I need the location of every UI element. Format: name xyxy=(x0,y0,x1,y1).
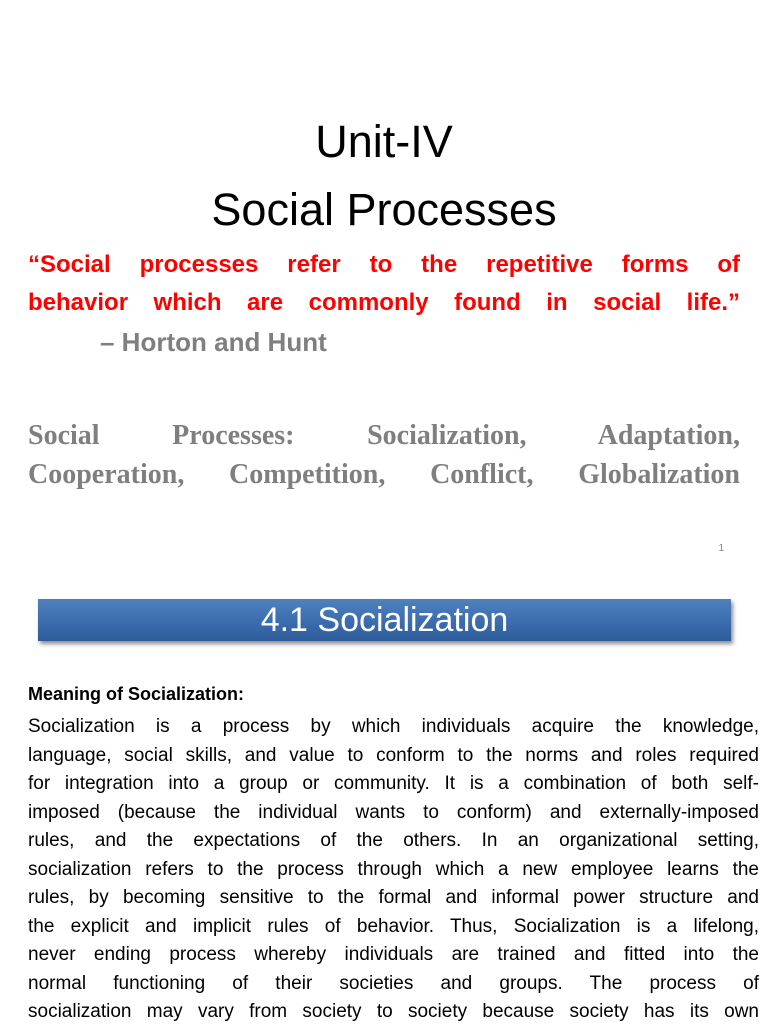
paragraph-line: language, social skills, and value to conform to the norms and roles required xyxy=(28,744,759,766)
paragraph-line: normal functioning of their societies and groups. The process of xyxy=(28,972,759,994)
slide-number: 1 xyxy=(718,543,724,554)
meaning-heading: Meaning of Socialization: xyxy=(28,684,245,704)
quote-attribution: – Horton and Hunt xyxy=(100,327,327,357)
processes-line: Social Processes: Socialization, Adaptation, xyxy=(28,420,740,451)
meaning-paragraph xyxy=(28,713,759,1027)
quote-line: “Social processes refer to the repetitive forms of xyxy=(28,251,740,278)
processes-line: Cooperation, Competition, Conflict, Globalization xyxy=(28,459,740,490)
quote-line: behavior which are commonly found in social life.” xyxy=(28,289,740,316)
slide-title-topic: Social Processes xyxy=(211,184,557,235)
paragraph-line: socialization refers to the process through which a new employee learns the xyxy=(28,858,759,880)
paragraph-line: never ending process whereby individuals are trained and fitted into the xyxy=(28,944,759,965)
paragraph-line: rules, and the expectations of the others. In an organizational setting, xyxy=(28,830,759,851)
paragraph-line: for integration into a group or community. It is a combination of both self- xyxy=(28,773,759,794)
paragraph-line: Socialization is a process by which individuals acquire the knowledge, xyxy=(28,716,759,737)
section-banner: 4.1 Socialization xyxy=(38,599,731,641)
paragraph-line: the explicit and implicit rules of behavior. Thus, Socialization is a lifelong, xyxy=(28,915,759,937)
slide-title-unit: Unit-IV xyxy=(315,116,453,167)
socialization-body xyxy=(28,682,759,1027)
paragraph-line: rules, by becoming sensitive to the formal and informal power structure and xyxy=(28,887,759,908)
paragraph-line: imposed (because the individual wants to conform) and externally-imposed xyxy=(28,801,759,823)
social-processes-list xyxy=(28,416,740,494)
definition-quote xyxy=(28,246,740,322)
paragraph-line: socialization may vary from society to society because society has its own xyxy=(28,1001,759,1022)
